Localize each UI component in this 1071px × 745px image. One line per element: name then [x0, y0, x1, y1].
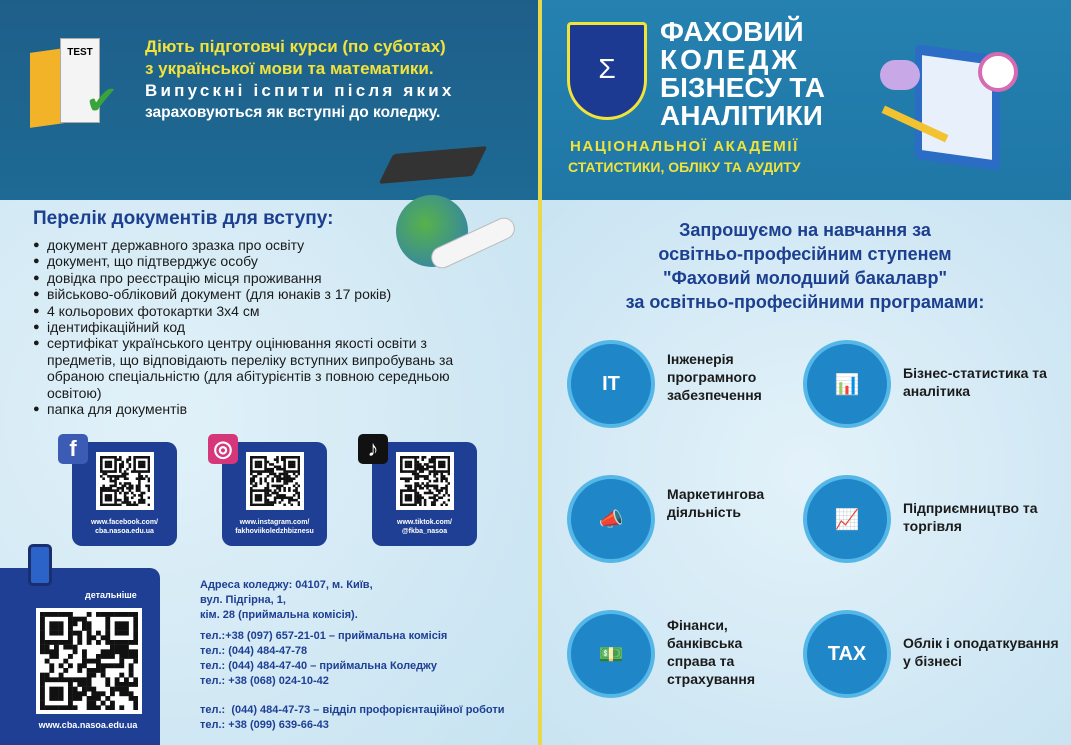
growth-icon: 📈: [803, 475, 891, 563]
invitation-text: Запрошуємо на навчання за освітньо-професійним ступенем "Фаховий молодший бакалавр" за освітньо-професійними програмами:: [625, 220, 985, 312]
qr-code[interactable]: [96, 452, 154, 510]
list-item: ● папка для документів: [33, 401, 463, 417]
college-title: ФАХОВИЙ КОЛЕДЖ БІЗНЕСУ ТА АНАЛІТИКИ: [660, 16, 825, 131]
list-item: ● військово-обліковий документ (для юнаків з 17 років): [33, 286, 463, 302]
program-item[interactable]: 📣 Маркетингова діяльність: [567, 475, 827, 571]
documents-title: Перелік документів для вступу:: [33, 208, 334, 229]
program-item[interactable]: 📊 Бізнес-статистика та аналітика: [803, 340, 1063, 436]
list-item: ● документ, що підтверджує особу: [33, 253, 463, 269]
it-icon: IT: [567, 340, 655, 428]
list-item: ● довідка про реєстрацію місця проживання: [33, 270, 463, 286]
social-card-facebook[interactable]: www.facebook.com/ cba.nasoa.edu.ua: [72, 442, 177, 546]
college-logo: Σ: [567, 22, 647, 120]
program-item[interactable]: 📈 Підприємництво та торгівля: [803, 475, 1063, 571]
social-card-tiktok[interactable]: www.tiktok.com/ @fkba_nasoa: [372, 442, 477, 546]
tax-icon: TAX: [803, 610, 891, 698]
facebook-icon[interactable]: f: [58, 434, 88, 464]
program-item[interactable]: TAX Облік і оподаткування у бізнесі: [803, 610, 1063, 706]
chart-icon: 📊: [803, 340, 891, 428]
instagram-icon[interactable]: ◎: [208, 434, 238, 464]
website-link[interactable]: www.cba.nasoa.edu.ua: [38, 720, 138, 730]
tiktok-icon[interactable]: ♪: [358, 434, 388, 464]
documents-list: [33, 237, 463, 417]
contacts: Адреса коледжу: 04107, м. Київ, вул. Підгірна, 1, кім. 28 (приймальна комісія). тел.:+38 (097) 657-21-01 – приймальна комісія тел.: (044) 484-47-78 тел.: (044) 484-47-40 – приймальна Коледжу тел.: +38 (068) 024-10-42 тел.: (044) 484-47-73 – відділ профорієнтаційної роботи тел.: +38 (099) 639-66-43: [200, 579, 505, 731]
website-qr-card[interactable]: детальніше www.cba.nasoa.edu.ua: [0, 568, 160, 745]
megaphone-icon: 📣: [567, 475, 655, 563]
list-item: ● документ державного зразка про освіту: [33, 237, 463, 253]
list-item: ● 4 кольорових фотокартки 3х4 см: [33, 303, 463, 319]
college-subtitle: НАЦІОНАЛЬНОЇ АКАДЕМІЇ СТАТИСТИКИ, ОБЛІКУ ТА АУДИТУ: [568, 138, 801, 175]
program-item[interactable]: IT Інженерія програмного забезпечення: [567, 340, 827, 436]
qr-code[interactable]: [246, 452, 304, 510]
phone-hand-icon: [28, 544, 52, 586]
divider: [538, 0, 542, 745]
courses-text: Діють підготовчі курси (по суботах) з української мови та математики. Випускні іспити після яких зараховуються як вступні до коледжу.: [145, 37, 455, 121]
laptop-test-illustration: [870, 40, 1020, 190]
website-qr-code[interactable]: [36, 608, 142, 714]
money-icon: 💵: [567, 610, 655, 698]
test-icon: TEST ✔: [30, 28, 120, 128]
program-item[interactable]: 💵 Фінанси, банківська справа та страхування: [567, 610, 827, 706]
social-card-instagram[interactable]: www.instagram.com/ fakhoviikoledzhbiznesu: [222, 442, 327, 546]
list-item: ● ідентифікаційний код: [33, 319, 463, 335]
qr-code[interactable]: [396, 452, 454, 510]
list-item: ● сертифікат українського центру оцінювання якості освіти з предметів, що відповідають переліку вступних випробувань за обраною спеціальністю (для абітурієнтів з повною середньою освітою): [33, 335, 463, 401]
